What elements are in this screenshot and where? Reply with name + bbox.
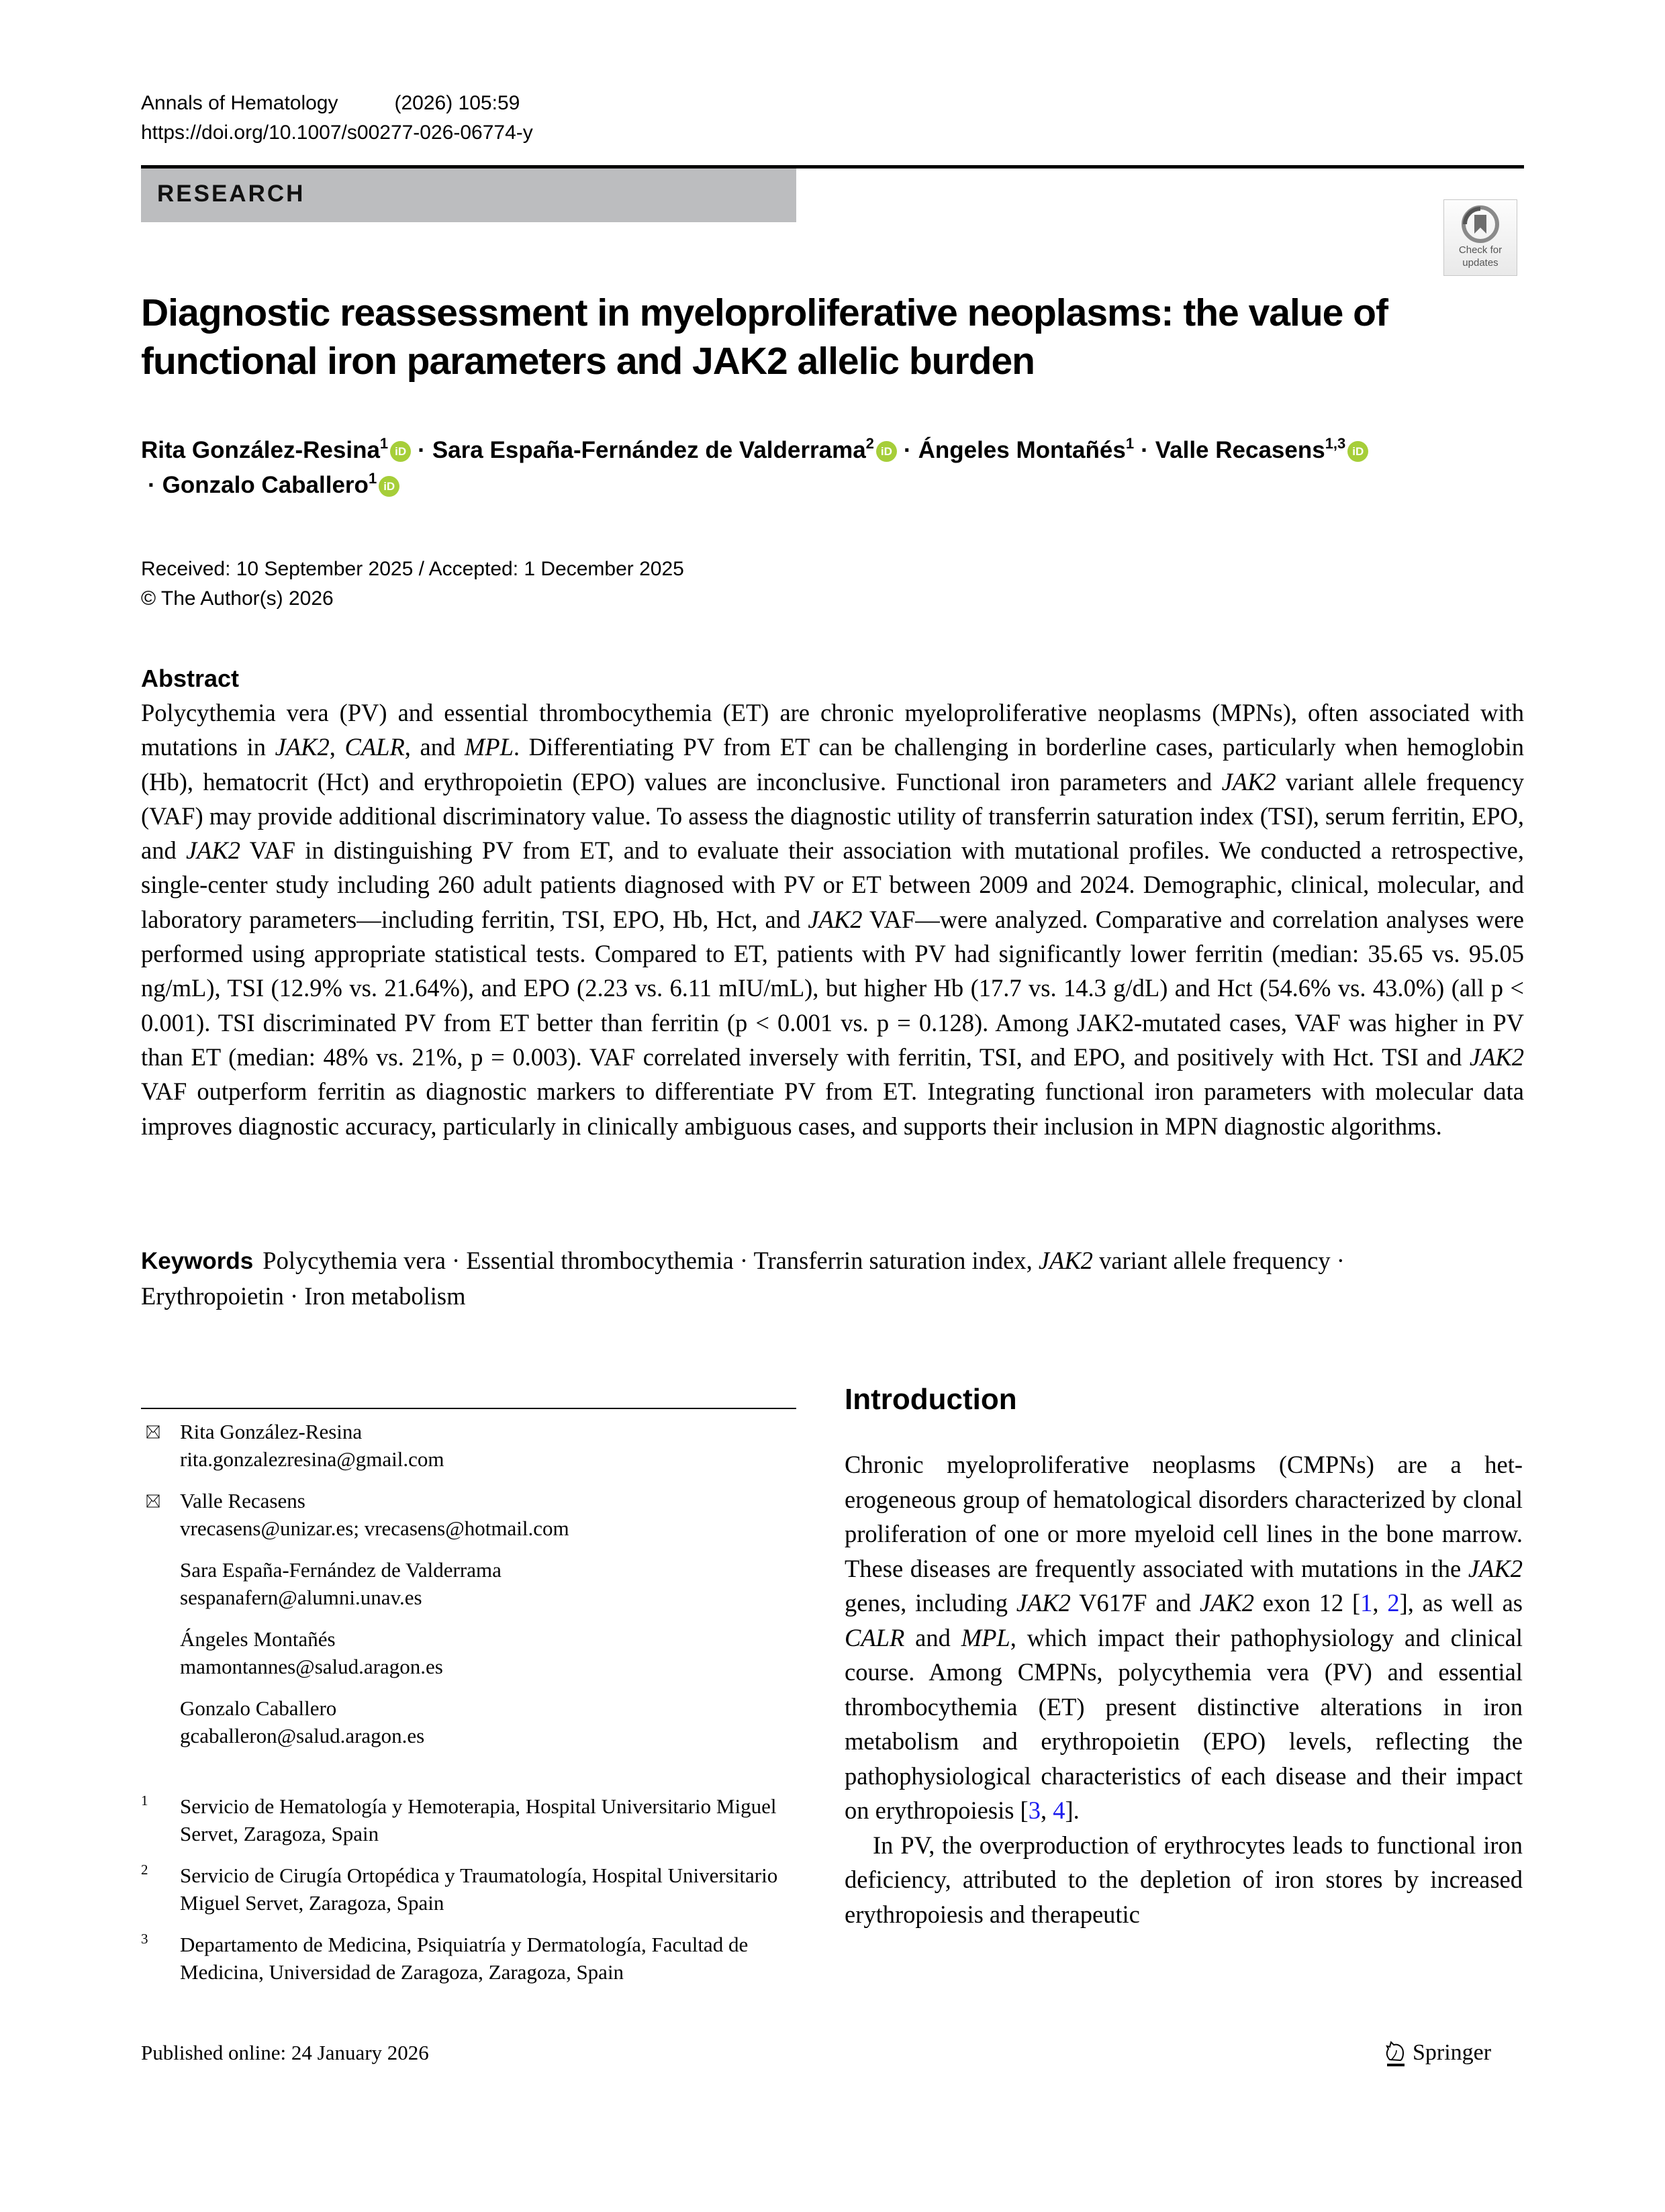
affiliation-item — [141, 1862, 799, 1917]
affiliation-item — [141, 1931, 799, 1986]
crossmark-label-2: updates — [1462, 257, 1498, 269]
gene-name: JAK2 — [1469, 1043, 1524, 1071]
copyright: © The Author(s) 2026 — [141, 587, 334, 610]
correspondent-email[interactable]: vrecasens@unizar.es; vrecasens@hotmail.com — [180, 1517, 569, 1540]
gene-name: JAK2 — [1221, 767, 1276, 796]
correspondent-name: Rita González-Resina — [180, 1420, 363, 1443]
received-accepted: Received: 10 September 2025 / Accepted: 1 December 2025 — [141, 558, 684, 580]
gene-name: CALR — [344, 733, 405, 761]
crossmark-icon — [1462, 205, 1499, 243]
correspondence-item — [141, 1418, 799, 1473]
citation-link[interactable]: 3 — [1028, 1796, 1041, 1824]
article-type-label: RESEARCH — [157, 181, 305, 207]
article-title: Diagnostic reassessment in myeloproliferative neoplasms: the value of functional iron parameters and JAK2 allelic burden — [141, 291, 1388, 383]
author-list — [141, 433, 1524, 503]
author-name[interactable]: Sara España-Fernández de Valderrama — [432, 437, 866, 463]
orcid-icon[interactable]: iD — [379, 476, 399, 497]
gene-name: JAK2 — [1199, 1589, 1254, 1617]
keywords-list: Polycythemia vera · Essential thrombocythemia · Transferrin saturation index, JAK2 variant allele frequency · Erythropoietin · Iron metabolism — [141, 1247, 1345, 1310]
introduction-heading: Introduction — [845, 1383, 1017, 1416]
affiliation-marker: 2 — [865, 435, 874, 452]
gene-name: JAK2 — [1468, 1554, 1523, 1582]
article-type-band — [141, 169, 796, 222]
correspondent-name: Valle Recasens — [180, 1489, 305, 1512]
affiliation-marker: 1 — [1125, 435, 1135, 452]
check-for-updates-button[interactable] — [1443, 199, 1517, 276]
citation-link[interactable]: 1 — [1360, 1589, 1373, 1617]
keywords — [141, 1243, 1417, 1313]
gene-name: JAK2 — [275, 733, 330, 761]
affiliation-marker: 1 — [379, 435, 389, 452]
correspondent-email[interactable]: rita.gonzalezresina@gmail.com — [180, 1447, 444, 1471]
publisher-logo — [1383, 2038, 1491, 2068]
correspondence-item — [141, 1694, 799, 1749]
footnote-rule — [141, 1408, 796, 1409]
author-separator: · — [903, 437, 912, 463]
volume-info: (2026) 105:59 — [394, 92, 520, 114]
journal-name: Annals of Hematology — [141, 92, 338, 114]
gene-name: MPL — [464, 733, 514, 761]
author-separator: · — [418, 437, 426, 463]
author-separator: · — [148, 472, 156, 498]
correspondence-item — [141, 1487, 799, 1542]
abstract-heading: Abstract — [141, 665, 240, 692]
correspondent-name: Sara España-Fernández de Valderrama — [180, 1558, 502, 1582]
citation-link[interactable]: 4 — [1053, 1796, 1065, 1824]
affiliation-text: Servicio de Cirugía Ortopédica y Traumatología, Hospital Universitario Miguel Servet, Zaragoza, Spain — [180, 1864, 778, 1915]
correspondence-item — [141, 1625, 799, 1680]
article-dates — [141, 555, 684, 614]
correspondent-email[interactable]: mamontannes@salud.aragon.es — [180, 1655, 443, 1678]
orcid-icon[interactable]: iD — [876, 441, 897, 462]
affiliation-marker: 1,3 — [1325, 435, 1346, 452]
correspondence-list — [141, 1418, 799, 1764]
journal-header — [141, 89, 533, 148]
gene-name: JAK2 — [1016, 1589, 1071, 1617]
intro-paragraph: In PV, the overproduction of erythrocytes leads to functional iron deficiency, attributed to the depletion of iron stores by increased erythropoiesis and therapeutic — [845, 1831, 1523, 1928]
gene-name: CALR — [845, 1623, 905, 1651]
citation-link[interactable]: 2 — [1387, 1589, 1400, 1617]
correspondent-email[interactable]: sespanafern@alumni.unav.es — [180, 1586, 422, 1609]
author-name[interactable]: Ángeles Montañés — [918, 437, 1126, 463]
springer-horse-icon — [1383, 2038, 1407, 2068]
affiliation-list — [141, 1792, 799, 2000]
author-separator: · — [1141, 437, 1149, 463]
publisher-name: Springer — [1413, 2040, 1492, 2065]
affiliation-item — [141, 1792, 799, 1847]
orcid-icon[interactable]: iD — [1347, 441, 1368, 462]
abstract-text: Polycythemia vera (PV) and essential thrombocythemia (ET) are chronic myeloproliferative neoplasms (MPNs), often associated with mutations in JAK2, CALR, and MPL. Differentiating PV from ET can be challenging in borderline cases, particularly when hemoglobin (Hb), hematocrit (Hct) and erythropoietin (EPO) values are inconclusive. Functional iron parameters and JAK2 variant allele frequency (VAF) may provide additional discriminatory value. To assess the diagnostic utility of transferrin saturation index (TSI), serum ferritin, EPO, and JAK2 VAF in distinguishing PV from ET, and to evaluate their association with mutational profiles. We conducted a retrospective, single-center study including 260 adult patients diagnosed with PV or ET between 2009 and 2024. Demographic, clinical, molecular, and laboratory parameters—including ferritin, TSI, EPO, Hb, Hct, and JAK2 VAF—were analyzed. Comparative and correlation analyses were performed using appropriate statistical tests. Compared to ET, patients with PV had significantly lower ferritin (median: 35.65 vs. 95.05 ng/mL), TSI (12.9% vs. 21.64%), and EPO (2.23 vs. 6.11 mIU/mL), but higher Hb (17.7 vs. 14.3 g/dL) and Hct (54.6% vs. 43.0%) (all p < 0.001). TSI discriminated PV from ET better than ferritin (p < 0.001 vs. p = 0.128). Among JAK2-mutated cases, VAF was higher in PV than ET (median: 48% vs. 21%, p = 0.003). VAF correlated inversely with ferritin, TSI, and EPO, and positively with Hct. TSI and JAK2 VAF outperform ferritin as diagnostic markers to differentiate PV from ET. Integrating functional iron parameters with molecular data improves diagnostic accuracy, particularly in clinically ambiguous cases, and supports their inclusion in MPN diagnostic algorithms. — [141, 699, 1525, 1140]
gene-name: MPL — [961, 1623, 1010, 1651]
correspondent-name: Gonzalo Caballero — [180, 1696, 337, 1720]
correspondence-item — [141, 1556, 799, 1611]
affiliation-marker: 1 — [368, 470, 377, 487]
affiliation-number: 2 — [141, 1862, 148, 1878]
author-name[interactable]: Gonzalo Caballero — [162, 472, 369, 498]
author-name[interactable]: Valle Recasens — [1155, 437, 1325, 463]
keywords-label: Keywords — [141, 1248, 254, 1274]
affiliation-number: 3 — [141, 1931, 148, 1947]
correspondent-name: Ángeles Montañés — [180, 1627, 336, 1651]
orcid-icon[interactable]: iD — [390, 441, 411, 462]
crossmark-label-1: Check for — [1458, 244, 1503, 256]
gene-name: JAK2 — [808, 905, 863, 933]
author-name[interactable]: Rita González-Resina — [141, 437, 380, 463]
correspondent-email[interactable]: gcaballeron@salud.aragon.es — [180, 1724, 425, 1747]
gene-name: JAK2 — [1038, 1247, 1093, 1274]
affiliation-text: Departamento de Medicina, Psiquiatría y Dermatología, Facultad de Medicina, Universidad de Zaragoza, Zaragoza, Spain — [180, 1933, 749, 1984]
affiliation-number: 1 — [141, 1792, 148, 1809]
gene-name: JAK2 — [185, 836, 241, 865]
affiliation-text: Servicio de Hematología y Hemoterapia, Hospital Universitario Miguel Servet, Zaragoza, Spain — [180, 1794, 777, 1845]
introduction-text — [845, 1447, 1523, 1931]
envelope-icon — [146, 1423, 160, 1441]
doi-link[interactable]: https://doi.org/10.1007/s00277-026-06774-y — [141, 122, 533, 144]
envelope-icon — [146, 1492, 160, 1510]
published-online: Published online: 24 January 2026 — [141, 2041, 429, 2064]
intro-paragraph: Chronic myeloproliferative neoplasms (CMPNs) are a heterogeneous group of hematological disorders characterized by clonal proliferation of one or more myeloid cell lines in the bone marrow. These diseases are frequently associated with mutations in the JAK2 genes, including JAK2 V617F and JAK2 exon 12 [1, 2], as well as CALR and MPL, which impact their pathophysiology and clinical course. Among CMPNs, polycythemia vera (PV) and essential thrombocythemia (ET) present distinctive alterations in iron metabolism and erythropoietin (EPO) levels, reflecting the pathophysiological characteristics of each disease and their impact on erythropoiesis [3, 4]. — [845, 1451, 1523, 1824]
